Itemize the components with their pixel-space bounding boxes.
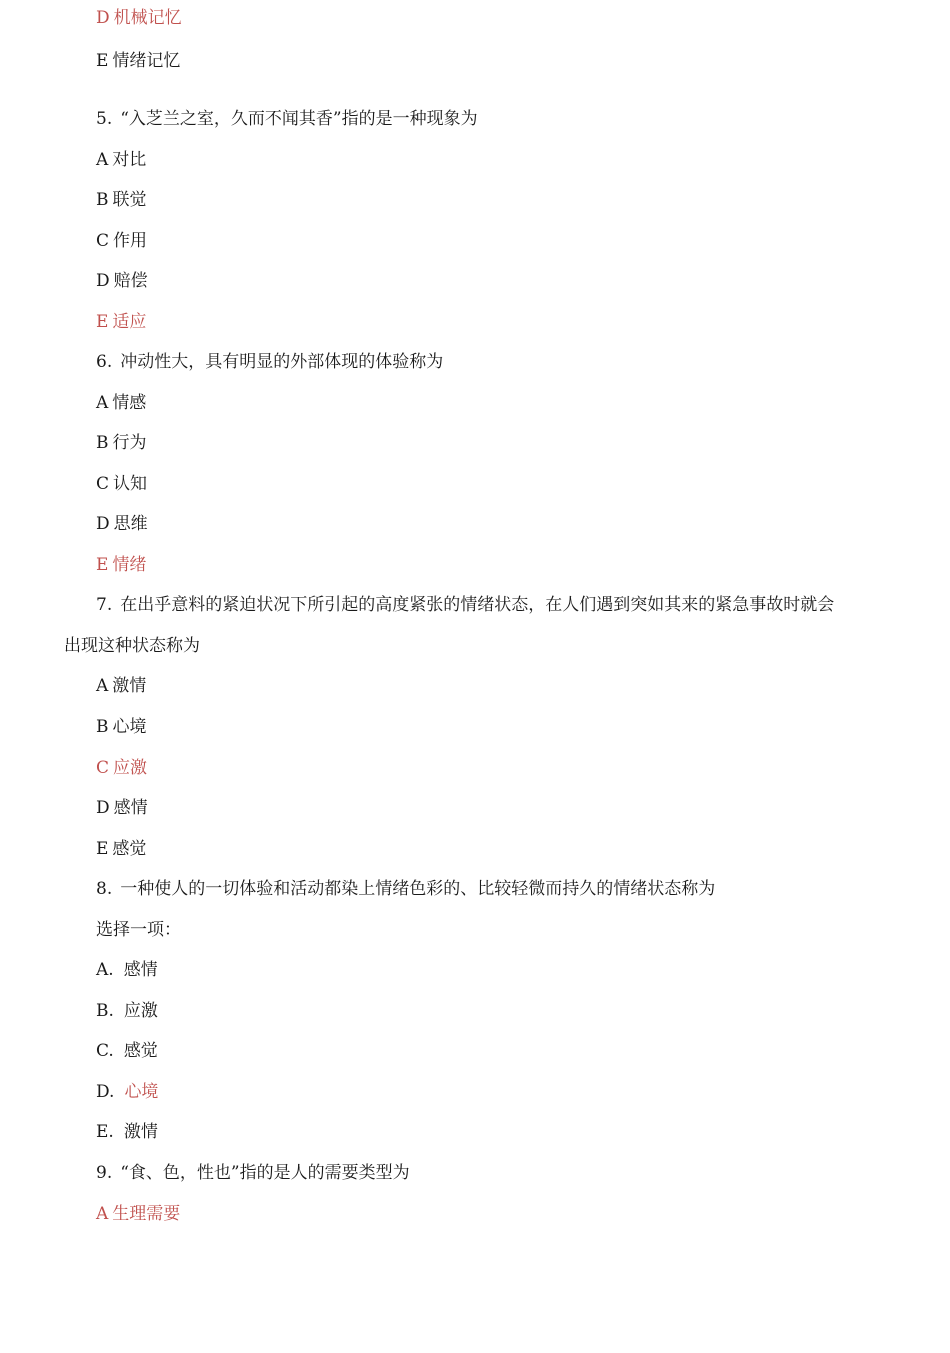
option-label: C (96, 474, 110, 494)
q7-option-e (96, 838, 146, 860)
option-text: 应激 (113, 758, 148, 778)
q5-option-c (96, 230, 147, 252)
option-text: 机械记忆 (113, 8, 182, 28)
option-label: E. (96, 1122, 114, 1142)
q8-option-e (96, 1121, 158, 1143)
question-9 (96, 1162, 410, 1184)
option-text: 感觉 (112, 839, 147, 859)
question-number: 6. (96, 352, 113, 372)
option-text: 激情 (123, 1122, 158, 1142)
option-label: D (96, 514, 110, 534)
q5-option-a (96, 149, 146, 171)
q6-option-c (96, 473, 147, 495)
q7-option-a (96, 675, 146, 697)
option-e-prev (96, 50, 180, 72)
option-text: 生理需要 (112, 1204, 181, 1224)
option-label: A (96, 150, 109, 170)
option-label: D (96, 271, 110, 291)
q6-option-a (96, 392, 146, 414)
question-text: “入芝兰之室，久而不闻其香”指的是一种现象为 (120, 109, 478, 129)
question-8 (96, 878, 715, 900)
question-text: 一种使人的一切体验和活动都染上情绪色彩的、比较轻微而持久的情绪状态称为 (120, 879, 716, 899)
option-label: E (96, 839, 109, 859)
q5-option-d (96, 270, 148, 292)
question-6 (96, 351, 443, 373)
option-text: 感情 (113, 798, 148, 818)
option-text: 感情 (123, 960, 158, 980)
choose-one-prompt: 选择一项： (96, 920, 181, 940)
option-label: E (96, 555, 109, 575)
option-text: 感觉 (123, 1041, 158, 1061)
option-label: D (96, 8, 110, 28)
question-5 (96, 108, 478, 130)
question-text: “食、色，性也”指的是人的需要类型为 (120, 1163, 410, 1183)
option-label: C (96, 231, 110, 251)
option-label: A (96, 676, 109, 696)
question-7 (96, 594, 834, 616)
option-text: 心境 (124, 1082, 159, 1102)
option-label: B (96, 717, 109, 737)
option-text: 思维 (113, 514, 148, 534)
q6-option-d (96, 513, 148, 535)
q6-option-b (96, 432, 147, 454)
q8-option-c (96, 1040, 158, 1062)
q8-option-d (96, 1081, 158, 1103)
q9-option-a (96, 1203, 180, 1225)
option-text: 适应 (112, 312, 147, 332)
option-label: D. (96, 1082, 115, 1102)
option-text: 心境 (112, 717, 147, 737)
option-text: 联觉 (112, 190, 147, 210)
q7-option-d (96, 797, 148, 819)
option-text: 认知 (113, 474, 148, 494)
q8-option-a (96, 959, 158, 981)
option-label: E (96, 312, 109, 332)
option-text: 情感 (112, 393, 147, 413)
option-label: D (96, 798, 110, 818)
q5-option-e (96, 311, 146, 333)
option-text: 行为 (112, 433, 147, 453)
option-label: E (96, 51, 109, 71)
q5-option-b (96, 189, 147, 211)
option-text: 应激 (123, 1001, 158, 1021)
option-text: 激情 (112, 676, 147, 696)
option-text: 作用 (113, 231, 148, 251)
option-label: B (96, 190, 109, 210)
option-label: A. (96, 960, 114, 980)
question-number: 8. (96, 879, 113, 899)
question-number: 9. (96, 1163, 113, 1183)
question-7-continued (64, 635, 200, 657)
option-d-prev (96, 7, 182, 29)
option-label: B. (96, 1001, 114, 1021)
q8-option-b (96, 1000, 158, 1022)
option-text: 对比 (112, 150, 147, 170)
option-label: B (96, 433, 109, 453)
question-text: 冲动性大，具有明显的外部体现的体验称为 (120, 352, 444, 372)
question-number: 7. (96, 595, 113, 615)
option-label: C (96, 758, 110, 778)
question-text: 在出乎意料的紧迫状况下所引起的高度紧张的情绪状态，在人们遇到突如其来的紧急事故时就会 (120, 595, 835, 615)
option-label: A (96, 393, 109, 413)
question-number: 5. (96, 109, 113, 129)
q6-option-e (96, 554, 146, 576)
option-text: 情绪记忆 (112, 51, 181, 71)
option-text: 赔偿 (113, 271, 148, 291)
option-label: C. (96, 1041, 114, 1061)
question-text: 出现这种状态称为 (64, 636, 200, 656)
q7-option-b (96, 716, 147, 738)
q7-option-c (96, 757, 147, 779)
option-label: A (96, 1204, 109, 1224)
option-text: 情绪 (112, 555, 147, 575)
